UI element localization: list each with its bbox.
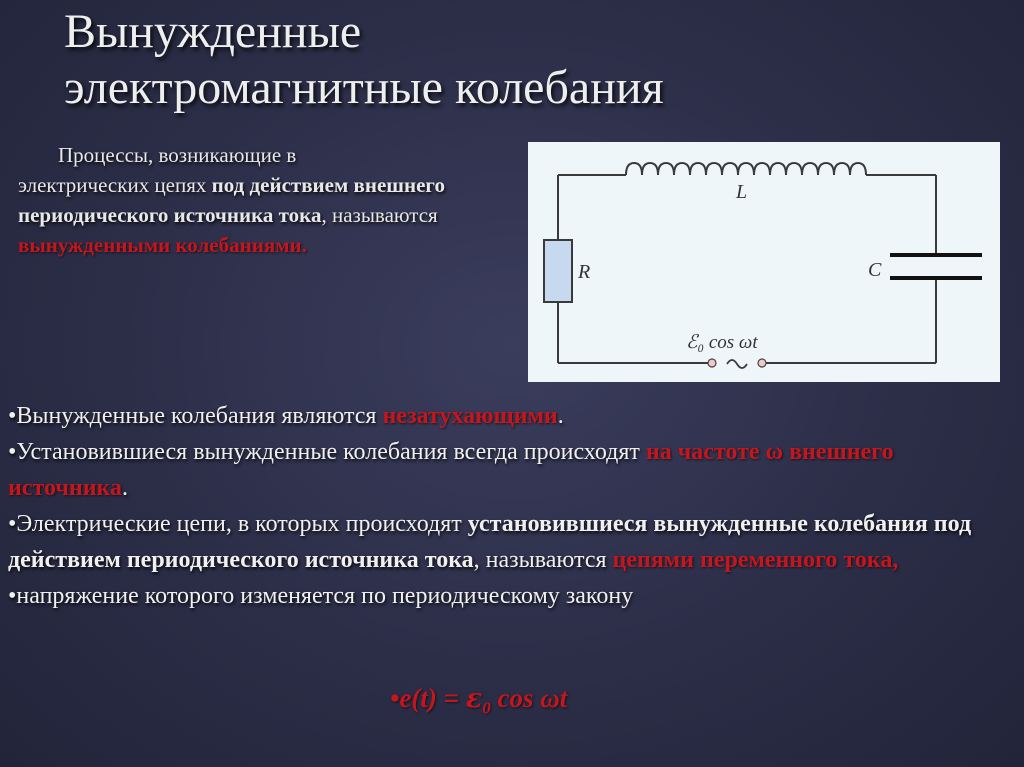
- formula-suffix: cos ωt: [490, 683, 568, 713]
- capacitor-plate-bottom: [890, 276, 982, 280]
- bullet-3-mid: , называются: [473, 547, 613, 573]
- bullet-1-text: •Вынужденные колебания являются: [8, 403, 383, 429]
- capacitor-plate-top: [890, 253, 982, 257]
- intro-text-bold: под действием внешнего периодического источника тока: [18, 173, 445, 227]
- intro-text-called: называются: [331, 203, 438, 227]
- intro-text-plain: электрических цепях: [18, 173, 207, 197]
- bullet-1: [8, 398, 1013, 434]
- label-resistor: R: [578, 261, 591, 283]
- intro-line-1: Процессы, возникающие в: [58, 143, 297, 167]
- inductor-coil: [626, 163, 866, 175]
- bullet-2: [8, 434, 1013, 506]
- title-line-1: Вынужденные: [64, 5, 362, 58]
- formula-prefix: •e(t) =: [390, 683, 466, 713]
- circuit-svg: [528, 142, 1000, 382]
- formula-eps: ε: [465, 683, 483, 714]
- ac-source-tilde: [727, 360, 747, 368]
- bullet-4-text: •напряжение которого изменяется по периодическому закону: [8, 583, 634, 609]
- label-inductor: L: [736, 181, 748, 203]
- source-terminal-left: [708, 359, 716, 367]
- intro-paragraph: [18, 140, 528, 260]
- intro-comma: ,: [321, 203, 327, 227]
- bullet-2-text: •Установившиеся вынужденные колебания всегда происходят: [8, 439, 646, 465]
- bullet-list: [8, 398, 1013, 614]
- bullet-2-red: на частоте ω внешнего источника: [8, 439, 894, 501]
- formula-emf: [390, 683, 567, 718]
- bullet-1-end: .: [557, 403, 564, 429]
- source-terminal-right: [758, 359, 766, 367]
- bullet-3-bold: установившиеся вынужденные колебания под действием периодического источника тока: [8, 511, 972, 573]
- label-source: ℰ₀ cos ωt: [686, 332, 758, 353]
- bullet-1-red: незатухающими: [382, 403, 558, 429]
- bullet-3-red: цепями переменного тока,: [612, 547, 899, 573]
- intro-body: [18, 170, 528, 260]
- bullet-2-end: .: [122, 475, 128, 501]
- title-line-2: электромагнитные колебания: [64, 61, 664, 114]
- intro-period: .: [301, 233, 307, 257]
- bullet-3-text: •Электрические цепи, в которых происходят: [8, 511, 468, 537]
- intro-text-red: вынужденными колебаниями: [18, 233, 302, 257]
- bullet-4: [8, 578, 1013, 614]
- resistor-body: [544, 240, 572, 302]
- bullet-3: [8, 506, 1013, 578]
- slide-title: [64, 4, 994, 116]
- rlc-circuit-diagram: [528, 142, 1000, 382]
- formula-sub: 0: [482, 698, 491, 718]
- label-capacitor: C: [868, 259, 882, 281]
